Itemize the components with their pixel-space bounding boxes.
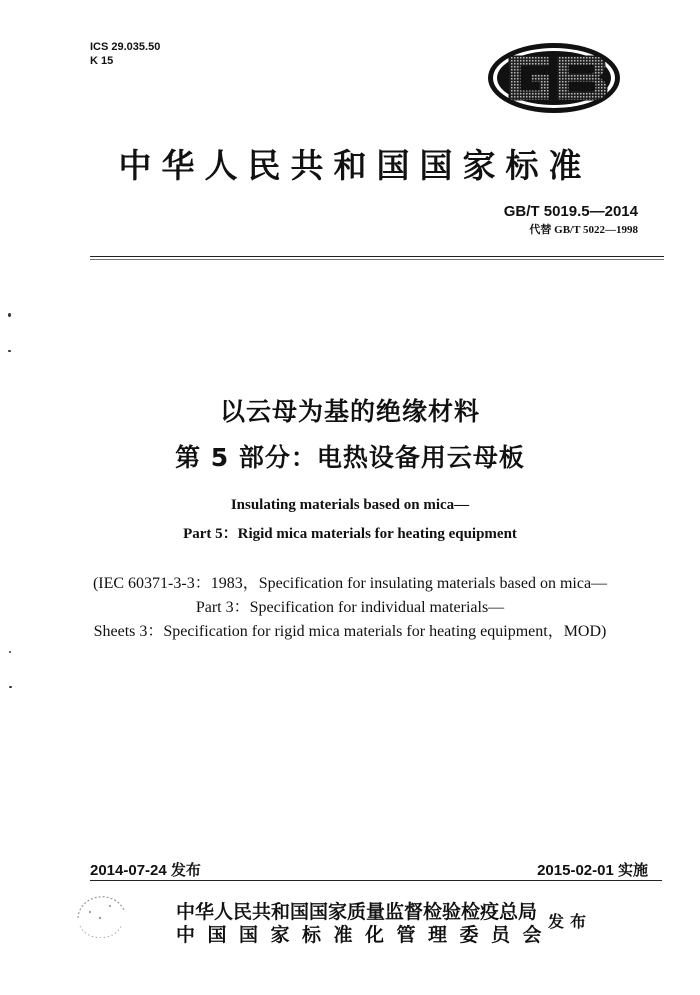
standard-number: GB/T 5019.5—2014 bbox=[503, 203, 638, 220]
scan-speck bbox=[9, 651, 11, 653]
cn-title-line-1: 以云母为基的绝缘材料 bbox=[219, 397, 480, 426]
footer-divider bbox=[90, 880, 662, 881]
implementation-date: 2015-02-01 实施 bbox=[537, 862, 648, 879]
iec-reference-line-3: Sheets 3：Specification for rigid mica materials for heating equipment，MOD) bbox=[93, 623, 607, 640]
scan-speck bbox=[9, 686, 12, 688]
replaces-standard: 代替 GB/T 5022—1998 bbox=[529, 224, 638, 236]
scan-speck bbox=[8, 313, 11, 317]
scan-speck bbox=[8, 350, 11, 352]
publish-date: 2014-07-24 发布 bbox=[90, 862, 201, 879]
gb-logo bbox=[487, 42, 621, 114]
issue-label: 发布 bbox=[548, 912, 593, 931]
issuer-aqsiq: 中华人民共和国国家质量监督检验检疫总局 bbox=[176, 901, 538, 923]
ccs-code: K 15 bbox=[90, 55, 114, 67]
classification-codes bbox=[90, 40, 160, 68]
cn-title-line-2: 第 5 部分：电热设备用云母板 bbox=[175, 443, 525, 472]
official-seal-icon bbox=[70, 888, 132, 938]
issuer-sac: 中国国家标准化管理委员会 bbox=[176, 924, 555, 946]
iec-reference-line-1: (IEC 60371-3-3：1983，Specification for insulating materials based on mica— bbox=[92, 575, 608, 592]
en-title-line-2: Part 5：Rigid mica materials for heating equipment bbox=[183, 526, 517, 542]
header-divider bbox=[90, 256, 664, 260]
iec-reference-line-2: Part 3：Specification for individual materials— bbox=[195, 599, 505, 616]
ics-code: ICS 29.035.50 bbox=[90, 41, 161, 53]
standard-category-title: 中华人民共和国国家标准 bbox=[118, 146, 592, 185]
en-title-line-1: Insulating materials based on mica— bbox=[230, 497, 470, 513]
